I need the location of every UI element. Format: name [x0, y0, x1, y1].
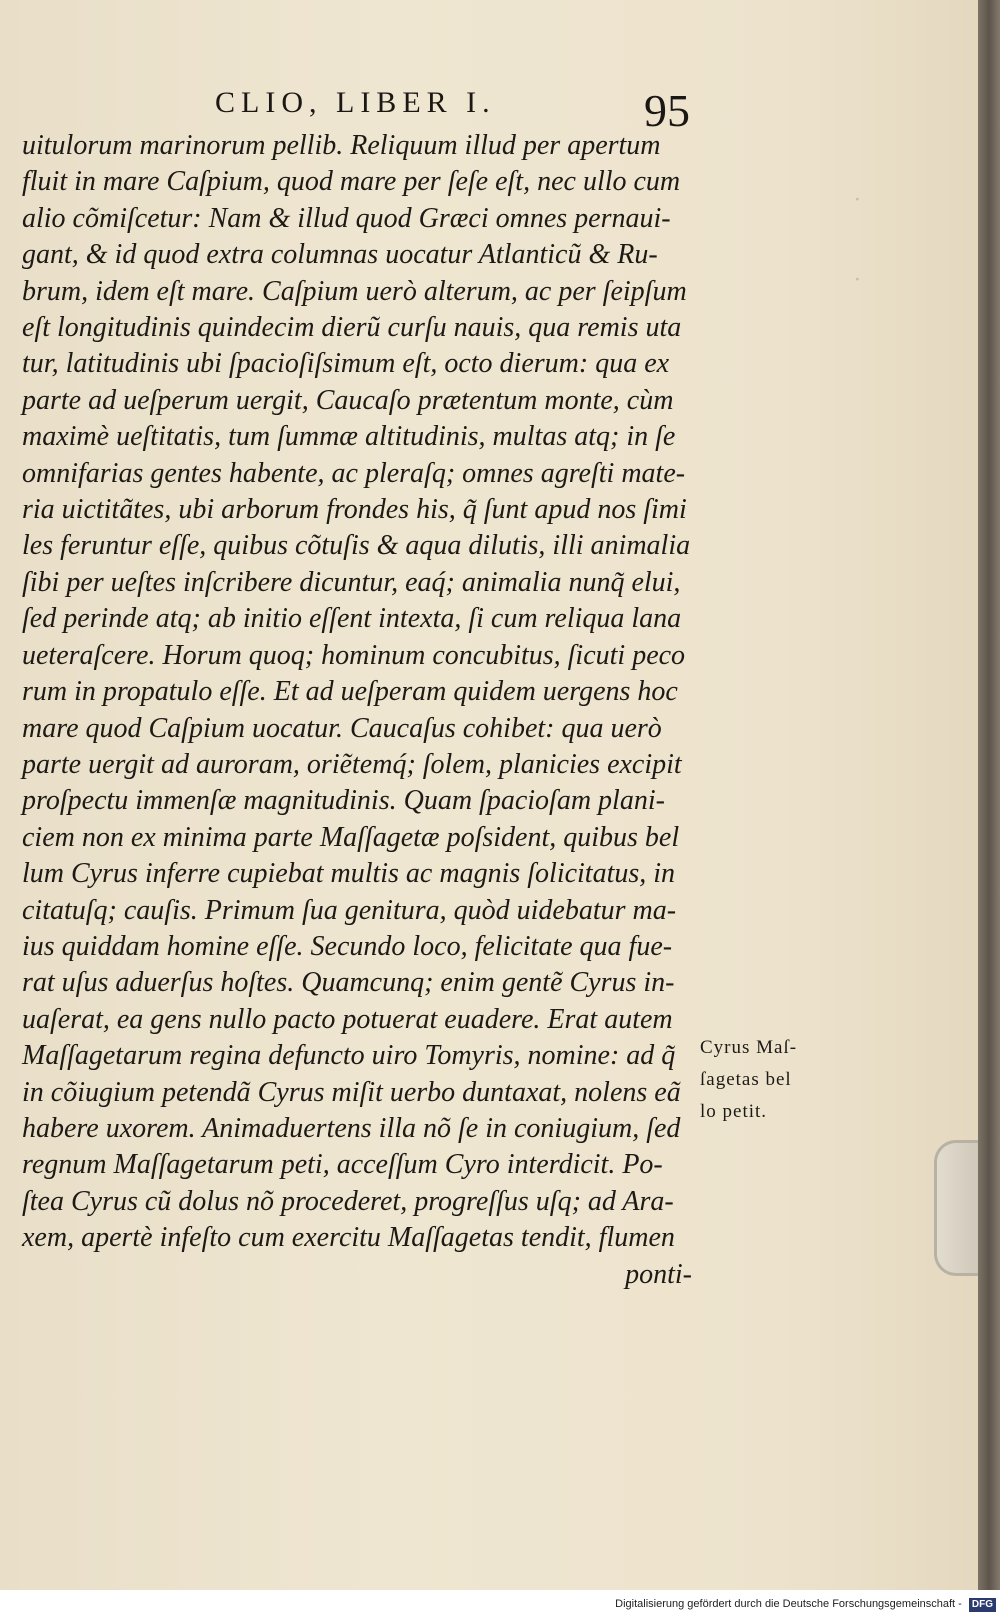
text-line: ciem non ex minima parte Maſſagetæ poſsident, quibus bel	[22, 821, 680, 853]
text-line: uaſerat, ea gens nullo pacto potuerat euadere. Erat autem	[22, 1003, 673, 1035]
text-line: rat uſus aduerſus hoſtes. Quamcunq; enim gentẽ Cyrus in-	[22, 967, 675, 999]
text-line: ſibi per ueſtes inſcribere dicuntur, eaq́; animalia nunq̃ elui,	[22, 566, 681, 598]
text-line: Maſſagetarum regina defuncto uiro Tomyris, nomine: ad q̃	[22, 1040, 676, 1072]
text-line: eſt longitudinis quindecim dierũ curſu nauis, qua remis uta	[22, 312, 682, 344]
text-line: alio cõmiſcetur: Nam & illud quod Græci omnes pernaui-	[22, 202, 671, 234]
text-line: in cõiugium petendã Cyrus miſit uerbo duntaxat, nolens eã	[22, 1076, 681, 1108]
running-head: CLIO, LIBER I.	[215, 86, 496, 119]
text-line: mare quod Caſpium uocatur. Caucaſus cohibet: qua uerò	[22, 712, 662, 744]
text-line: rum in propatulo eſſe. Et ad ueſperam quidem uergens hoc	[22, 676, 678, 708]
marginal-note-line: Cyrus Maſ-	[700, 1037, 798, 1058]
marginal-note-line: lo petit.	[700, 1101, 768, 1122]
text-line: proſpectu immenſæ magnitudinis. Quam ſpacioſam plani-	[22, 785, 665, 817]
text-line: ius quiddam homine eſſe. Secundo loco, felicitate qua fue-	[22, 930, 673, 962]
marginal-note	[700, 1032, 820, 1128]
text-line: fluit in mare Caſpium, quod mare per ſeſe eſt, nec ullo cum	[22, 166, 681, 198]
footer-credit: Digitalisierung gefördert durch die Deutsche Forschungsgemeinschaft -	[615, 1598, 962, 1610]
text-line: ſtea Cyrus cũ dolus nõ procederet, progreſſus uſq; ad Ara-	[22, 1185, 674, 1217]
text-line: maximè ueſtitatis, tum ſummæ altitudinis, multas atq; in ſe	[22, 421, 676, 453]
text-line: tur, latitudinis ubi ſpacioſiſsimum eſt, octo dierum: qua ex	[22, 348, 670, 380]
text-line: omnifarias gentes habente, ac pleraſq; omnes agreſti mate-	[22, 457, 686, 489]
text-line: xem, apertè infeſto cum exercitu Maſſagetas tendit, flumen	[22, 1222, 675, 1254]
text-line: parte ad ueſperum uergit, Caucaſo prætentum monte, cùm	[22, 384, 674, 416]
book-edge	[978, 0, 1000, 1590]
text-line: habere uxorem. Animaduertens illa nõ ſe in coniugium, ſed	[22, 1112, 681, 1144]
text-line: gant, & id quod extra columnas uocatur Atlanticũ & Ru-	[22, 239, 658, 271]
text-line: brum, idem eſt mare. Caſpium uerò alterum, ac per ſeipſum	[22, 275, 687, 307]
text-line: citatuſq; cauſis. Primum ſua genitura, quòd uidebatur ma-	[22, 894, 677, 926]
text-line: parte uergit ad auroram, oriẽtemq́; ſolem, planicies excipit	[22, 748, 682, 780]
text-line: uitulorum marinorum pellib. Reliquum illud per apertum	[22, 130, 661, 161]
bleed-through-shadow: · ·	[854, 187, 860, 293]
text-line: regnum Maſſagetarum peti, acceſſum Cyro interdicit. Po-	[22, 1149, 663, 1181]
catchword: ponti-	[625, 1258, 692, 1290]
marginal-note-line: ſagetas bel	[700, 1069, 792, 1090]
page-clip	[934, 1140, 978, 1276]
text-line: ria uictitãtes, ubi arborum frondes his, q̃ ſunt apud nos ſimi	[22, 494, 687, 526]
dfg-logo: DFG	[969, 1598, 996, 1612]
text-line: les feruntur eſſe, quibus cõtuſis & aqua dilutis, illi animalia	[22, 530, 691, 562]
text-line: lum Cyrus inferre cupiebat multis ac magnis ſolicitatus, in	[22, 858, 676, 890]
body-text	[22, 128, 712, 1293]
page-number: 95	[644, 85, 690, 136]
footer	[0, 1594, 1000, 1615]
text-line: ueteraſcere. Horum quoq; hominum concubitus, ſicuti peco	[22, 639, 686, 671]
text-line: ſed perinde atq; ab initio eſſent intexta, ſi cum reliqua lana	[22, 603, 682, 635]
